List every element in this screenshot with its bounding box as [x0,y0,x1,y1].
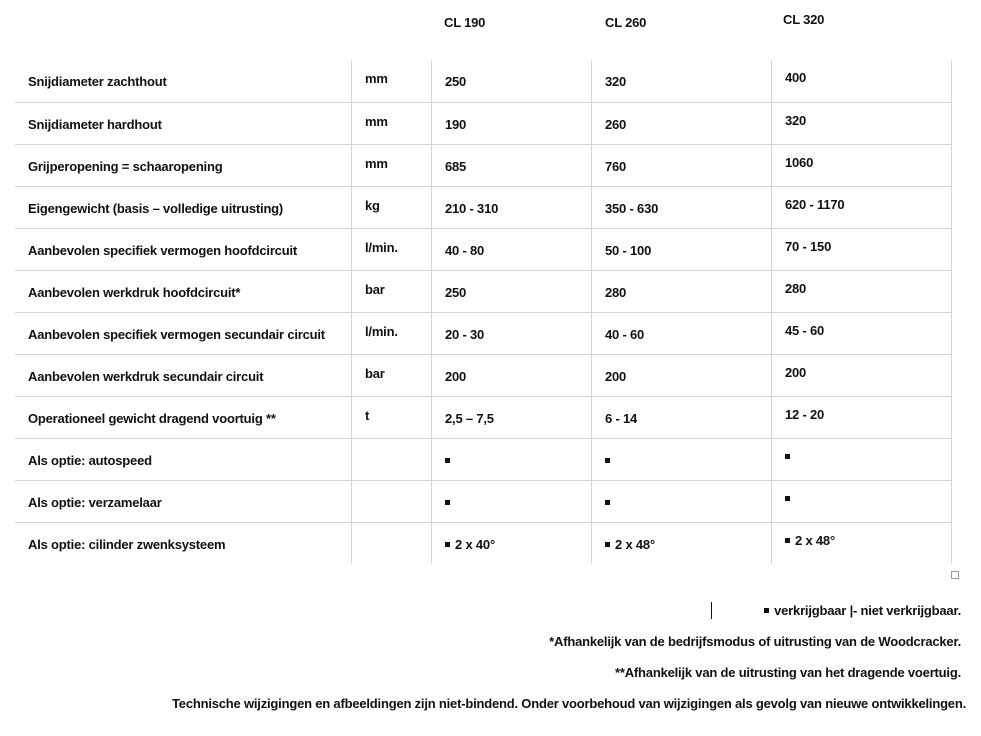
value-text: 250 [445,284,467,300]
value-cell [772,522,952,564]
value-text: 200 [445,368,467,384]
unit-cell [352,60,432,102]
value [605,355,771,384]
spec-table [15,60,952,564]
column-header-cl320: CL 320 [783,12,825,27]
value-text: 2,5 – 7,5 [445,410,494,426]
value-cell [592,480,772,522]
value [445,145,591,174]
value-cell [592,186,772,228]
unit-cell [352,312,432,354]
available-bullet-icon [764,608,769,613]
unit: mm [365,71,388,86]
legend-text: verkrijgbaar |- niet verkrijgbaar. [774,603,961,618]
value-cell [772,144,952,186]
available-bullet-icon [785,454,790,459]
value-cell [592,228,772,270]
row-label-cell [15,270,352,312]
value-text: 1060 [785,154,814,170]
value-text: 6 - 14 [605,410,638,426]
row-label: Aanbevolen specifiek vermogen secundair circuit [28,326,325,342]
value-cell [592,60,772,102]
unit-cell [352,228,432,270]
table-row [15,522,952,564]
table-row [15,102,952,144]
value [785,60,951,85]
column-header-cl190: CL 190 [444,15,486,30]
row-label-cell [15,228,352,270]
available-bullet-icon [785,538,790,543]
value-text: 20 - 30 [445,326,485,342]
value [785,229,951,254]
value-text: 200 [785,364,807,380]
value [605,523,771,552]
value-text: 320 [605,74,627,89]
value-text: 685 [445,158,467,174]
unit: bar [365,281,385,297]
value-text: 2 x 48° [795,532,835,548]
row-label-cell [15,522,352,564]
row-label-cell [15,354,352,396]
unit: bar [365,365,385,381]
table-row [15,60,952,102]
value-cell [772,396,952,438]
row-label-cell [15,144,352,186]
footnote-1: *Afhankelijk van de bedrijfsmodus of uitrusting van de Woodcracker. [549,634,961,649]
available-bullet-icon [605,500,610,505]
value-text: 620 - 1170 [785,196,845,212]
value [605,60,771,89]
available-bullet-icon [445,458,450,463]
value [445,355,591,384]
value-text: 200 [605,368,627,384]
row-label: Als optie: autospeed [28,452,152,468]
table-row [15,144,952,186]
value [785,481,951,506]
value-cell [432,60,592,102]
value [785,355,951,380]
value-cell [772,438,952,480]
row-label-cell [15,396,352,438]
value-cell [432,480,592,522]
table-resize-handle[interactable] [951,571,959,579]
unit-cell [352,480,432,522]
value-text: 2 x 48° [615,536,655,552]
value-text: 45 - 60 [785,322,825,338]
unit-cell [352,270,432,312]
value-text: 260 [605,116,627,132]
row-label: Als optie: cilinder zwenksysteem [28,536,226,552]
unit-cell [352,186,432,228]
value-cell [772,102,952,144]
value [605,103,771,132]
column-header-cl260: CL 260 [605,15,647,30]
row-label: Aanbevolen werkdruk hoofdcircuit* [28,284,241,300]
table-row [15,480,952,522]
unit-cell [352,354,432,396]
value-cell [432,144,592,186]
value [785,397,951,422]
value-text: 320 [785,112,807,128]
row-label-cell [15,102,352,144]
value [445,523,591,552]
value-text: 280 [605,284,627,300]
table-row [15,438,952,480]
unit-cell [352,102,432,144]
value-text: 210 - 310 [445,200,499,216]
value-cell [772,270,952,312]
table-row [15,228,952,270]
unit: t [365,407,370,423]
row-label: Grijperopening = schaaropening [28,158,223,174]
value-cell [592,354,772,396]
value-cell [772,480,952,522]
value-cell [592,396,772,438]
value [445,103,591,132]
value-cell [592,312,772,354]
value-cell [432,522,592,564]
value [445,187,591,216]
unit: l/min. [365,323,398,339]
table-row [15,312,952,354]
value-cell [432,228,592,270]
value-cell [592,522,772,564]
row-label: Snijdiameter zachthout [28,74,167,89]
value-text: 12 - 20 [785,406,825,422]
unit-cell [352,144,432,186]
value-cell [592,270,772,312]
value-cell [432,354,592,396]
row-label-cell [15,312,352,354]
value-text: 50 - 100 [605,242,652,258]
footnote-2: **Afhankelijk van de uitrusting van het dragende voertuig. [615,665,961,680]
value [605,397,771,426]
table-row [15,354,952,396]
value [785,187,951,212]
value [785,313,951,338]
legend-divider [711,602,712,619]
unit: mm [365,155,388,171]
row-label: Aanbevolen specifiek vermogen hoofdcircuit [28,242,297,258]
value [445,229,591,258]
value [605,187,771,216]
available-bullet-icon [785,496,790,501]
value [785,103,951,128]
unit [365,439,431,450]
value-text: 280 [785,280,807,296]
value-cell [592,102,772,144]
value-cell [432,186,592,228]
value-cell [592,438,772,480]
table-row [15,396,952,438]
value-cell [432,396,592,438]
value-text: 190 [445,116,467,132]
value-cell [592,144,772,186]
unit-cell [352,438,432,480]
row-label: Aanbevolen werkdruk secundair circuit [28,368,264,384]
unit: kg [365,197,380,213]
row-label: Operationeel gewicht dragend voortuig ** [28,410,276,426]
value [605,439,771,468]
row-label: Snijdiameter hardhout [28,116,162,132]
unit [365,481,431,492]
row-label-cell [15,438,352,480]
row-label-cell [15,480,352,522]
table-row [15,186,952,228]
row-label: Eigengewicht (basis – volledige uitrusting) [28,200,284,216]
value-cell [772,186,952,228]
value-text: 70 - 150 [785,238,832,254]
value-cell [432,102,592,144]
value [445,313,591,342]
value [785,439,951,464]
value-cell [432,312,592,354]
unit: mm [365,113,388,129]
value-cell [772,354,952,396]
value-cell [772,228,952,270]
legend-line [764,603,961,618]
value [605,229,771,258]
value [605,313,771,342]
available-bullet-icon [445,500,450,505]
value-text: 350 - 630 [605,200,659,216]
value [605,481,771,510]
value-text: 400 [785,70,807,85]
value-cell [432,270,592,312]
value [445,271,591,300]
value [785,523,951,548]
value-cell [432,438,592,480]
value-cell [772,312,952,354]
available-bullet-icon [605,458,610,463]
value-cell [772,60,952,102]
value-text: 40 - 80 [445,242,485,258]
value [785,271,951,296]
table-row [15,270,952,312]
value-text: 250 [445,74,467,89]
unit: l/min. [365,239,398,255]
value [445,60,591,89]
disclaimer: Technische wijzigingen en afbeeldingen zijn niet-bindend. Onder voorbehoud van wijzigingen als gevolg van nieuwe ontwikkelingen. [172,696,966,711]
value-text: 40 - 60 [605,326,645,342]
unit [365,523,431,534]
value [445,481,591,510]
row-label-cell [15,186,352,228]
available-bullet-icon [445,542,450,547]
value [605,145,771,174]
value [785,145,951,170]
unit-cell [352,522,432,564]
value [445,397,591,426]
value [445,439,591,468]
row-label: Als optie: verzamelaar [28,494,162,510]
value [605,271,771,300]
value-text: 760 [605,158,627,174]
available-bullet-icon [605,542,610,547]
row-label-cell [15,60,352,102]
unit-cell [352,396,432,438]
value-text: 2 x 40° [455,536,495,552]
